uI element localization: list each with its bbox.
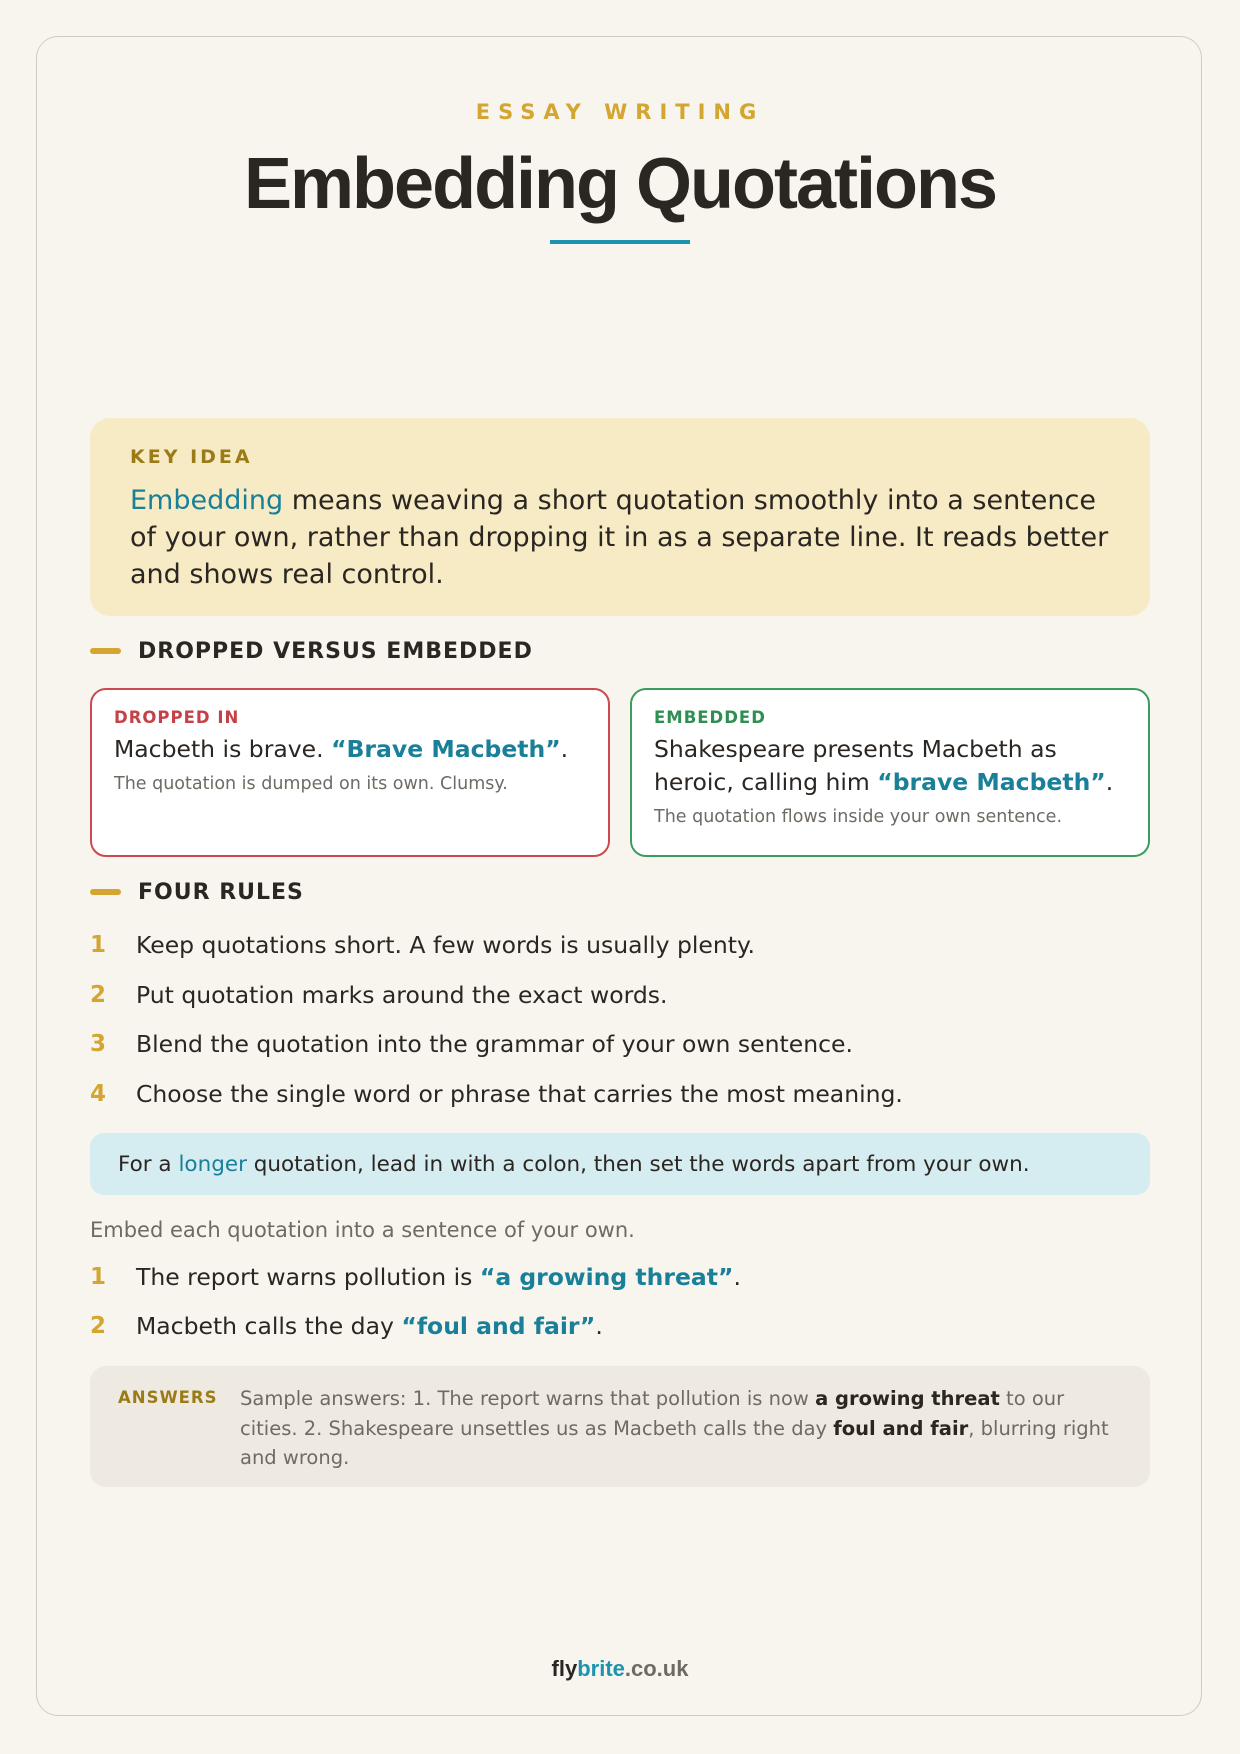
page-title: Embedding Quotations <box>244 144 996 224</box>
brand-domain: .co.uk <box>624 1656 689 1681</box>
dropped-quote: “Brave Macbeth” <box>331 735 561 763</box>
rule-item <box>90 1027 853 1061</box>
answers-bold: foul and fair <box>833 1416 969 1440</box>
dropped-card <box>90 688 610 857</box>
section-title: DROPPED VERSUS EMBEDDED <box>138 638 533 664</box>
exercise-after: . <box>595 1312 603 1340</box>
tip-text <box>118 1152 1030 1177</box>
key-idea-text <box>130 482 1110 593</box>
exercise-instruction: Embed each quotation into a sentence of your own. <box>90 1218 635 1242</box>
tip-before: For a <box>118 1151 179 1177</box>
key-idea-label: KEY IDEA <box>130 446 253 468</box>
tip-highlight: longer <box>178 1151 247 1177</box>
key-idea-box <box>90 418 1150 616</box>
title-underline <box>550 240 690 244</box>
rule-item <box>90 928 755 962</box>
eyebrow: ESSAY WRITING <box>475 100 765 124</box>
key-idea-body: means weaving a short quotation smoothly into a sentence of your own, rather than dropping it in as a separate line. It reads better and shows real control. <box>130 485 1109 590</box>
dropped-example <box>114 733 586 766</box>
rule-text: Choose the single word or phrase that carries the most meaning. <box>136 1080 903 1108</box>
dropped-end: . <box>560 735 569 763</box>
answers-bold: a growing threat <box>815 1387 1000 1410</box>
embedded-quote: “brave Macbeth” <box>877 768 1106 796</box>
section-heading-comparison <box>90 636 533 666</box>
footer-brand <box>0 1656 1240 1682</box>
answers-box <box>90 1366 1150 1487</box>
dropped-label: DROPPED IN <box>114 708 240 727</box>
section-bar <box>90 648 121 654</box>
rule-number: 1 <box>90 932 107 958</box>
tip-after: quotation, lead in with a colon, then set the words apart from your own. <box>246 1151 1030 1177</box>
brand-fly: fly <box>551 1656 578 1681</box>
section-bar <box>90 889 121 895</box>
tip-box <box>90 1133 1150 1195</box>
embedded-note: The quotation flows inside your own sentence. <box>654 807 1063 827</box>
answers-text <box>240 1384 1122 1487</box>
answers-part: , blurring right and wrong. <box>240 1416 1109 1469</box>
answers-part: to our cities. 2. Shakespeare unsettles us as Macbeth calls the day <box>240 1387 1065 1440</box>
exercise-quote: “a growing threat” <box>479 1263 734 1291</box>
rule-item <box>90 978 667 1012</box>
embedded-example <box>654 733 1126 799</box>
dropped-note: The quotation is dumped on its own. Clumsy. <box>114 774 508 794</box>
rule-item <box>90 1077 903 1111</box>
exercise-quote: “foul and fair” <box>401 1312 596 1340</box>
rule-text: Keep quotations short. A few words is usually plenty. <box>136 931 755 959</box>
section-title: FOUR RULES <box>138 879 304 905</box>
exercise-text <box>136 1312 603 1340</box>
exercise-before: Macbeth calls the day <box>136 1312 402 1340</box>
rule-text: Blend the quotation into the grammar of your own sentence. <box>136 1030 853 1058</box>
rule-number: 4 <box>90 1081 107 1107</box>
exercise-before: The report warns pollution is <box>136 1263 480 1291</box>
rule-text: Put quotation marks around the exact words. <box>136 981 668 1009</box>
exercise-item <box>90 1309 603 1343</box>
brand-brite: brite <box>577 1656 625 1681</box>
embedded-label: EMBEDDED <box>654 708 766 727</box>
rule-number: 3 <box>90 1031 107 1057</box>
embedded-text: Shakespeare presents Macbeth as heroic, calling him <box>654 735 1057 796</box>
embedded-card <box>630 688 1150 857</box>
exercise-number: 1 <box>90 1264 107 1290</box>
rule-number: 2 <box>90 982 107 1008</box>
answers-part: Sample answers: 1. The report warns that pollution is now <box>240 1387 816 1410</box>
embedded-end: . <box>1105 768 1114 796</box>
dropped-text: Macbeth is brave. <box>114 735 332 763</box>
section-heading-rules <box>90 877 304 907</box>
exercise-text <box>136 1263 741 1291</box>
exercise-after: . <box>733 1263 741 1291</box>
exercise-number: 2 <box>90 1313 107 1339</box>
key-idea-term: Embedding <box>130 485 284 516</box>
exercise-item <box>90 1260 741 1294</box>
answers-label: ANSWERS <box>118 1388 218 1407</box>
